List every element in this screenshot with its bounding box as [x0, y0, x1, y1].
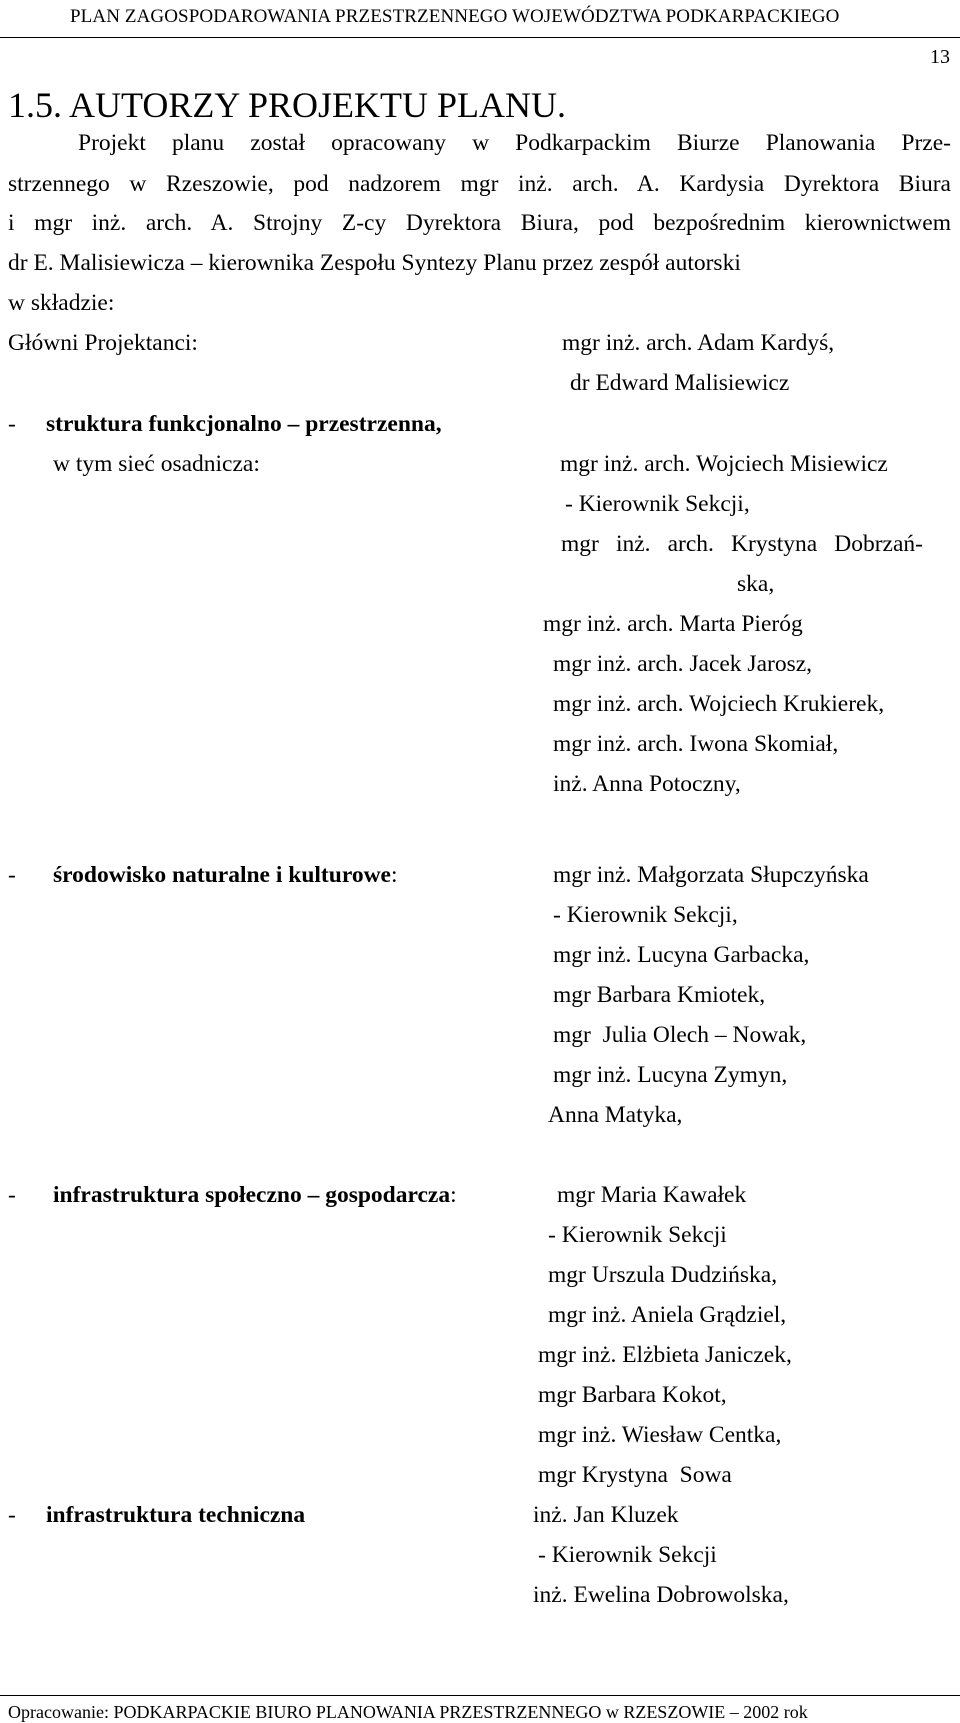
section-dash: -: [8, 1502, 16, 1528]
intro-line: w składzie:: [8, 290, 115, 316]
author-role: - Kierownik Sekcji: [548, 1222, 727, 1248]
footer-rule: [0, 1695, 960, 1696]
section-label-social: [53, 1184, 457, 1208]
intro-line: strzennego w Rzeszowie, pod nadzorem mgr inż. arch. A. Kardysia Dyrektora Biura: [8, 171, 951, 197]
header-rule: [0, 37, 960, 38]
intro-line: Projekt planu został opracowany w Podkarpackim Biurze Planowania Prze-: [78, 130, 951, 156]
section-label-environment: [53, 864, 398, 888]
main-designers-label: Główni Projektanci:: [8, 330, 198, 356]
section-dash: -: [8, 1182, 16, 1208]
author-name: ska,: [737, 571, 775, 597]
author-name: mgr inż. arch. Marta Pieróg: [543, 611, 803, 637]
running-header: PLAN ZAGOSPODAROWANIA PRZESTRZENNEGO WOJEWÓDZTWA PODKARPACKIEGO: [70, 6, 840, 27]
author-name: inż. Anna Potoczny,: [553, 771, 741, 797]
author-name: mgr inż. arch. Krystyna Dobrzań-: [561, 531, 923, 557]
section-label-text: infrastruktura społeczno – gospodarcza: [53, 1182, 451, 1208]
section-sublabel: w tym sieć osadnicza:: [53, 451, 260, 477]
author-name: mgr inż. arch. Jacek Jarosz,: [553, 651, 813, 677]
author-name: mgr Barbara Kmiotek,: [553, 982, 766, 1008]
author-name: mgr Urszula Dudzińska,: [548, 1262, 778, 1288]
author-role: - Kierownik Sekcji,: [565, 491, 750, 517]
author-name: mgr inż. arch. Iwona Skomiał,: [553, 731, 839, 757]
section-title: 1.5. AUTORZY PROJEKTU PLANU.: [8, 85, 567, 125]
section-label-colon: :: [450, 1182, 457, 1208]
author-name: mgr Julia Olech – Nowak,: [553, 1022, 807, 1048]
section-label-colon: :: [391, 862, 398, 888]
author-name: inż. Jan Kluzek: [533, 1502, 679, 1528]
page-footer: Opracowanie: PODKARPACKIE BIURO PLANOWANIA PRZESTRZENNEGO w RZESZOWIE – 2002 rok: [8, 1702, 808, 1722]
intro-line: i mgr inż. arch. A. Strojny Z-cy Dyrektora Biura, pod bezpośrednim kierownictwem: [8, 210, 951, 236]
author-name: mgr inż. Wiesław Centka,: [538, 1422, 782, 1448]
author-role: - Kierownik Sekcji,: [553, 902, 738, 928]
author-name: mgr Barbara Kokot,: [538, 1382, 727, 1408]
author-name: mgr inż. Małgorzata Słupczyńska: [553, 862, 869, 888]
author-name: mgr inż. Lucyna Garbacka,: [553, 942, 810, 968]
author-name: inż. Ewelina Dobrowolska,: [533, 1582, 789, 1608]
designer-name: dr Edward Malisiewicz: [570, 370, 790, 396]
section-dash: -: [8, 862, 16, 888]
section-label-technical: infrastruktura techniczna: [46, 1502, 306, 1528]
author-name: mgr inż. Aniela Grądziel,: [548, 1302, 787, 1328]
author-name: mgr inż. Lucyna Zymyn,: [553, 1062, 788, 1088]
section-label-text: środowisko naturalne i kulturowe: [53, 862, 391, 888]
section-dash: -: [8, 411, 16, 437]
author-name: Anna Matyka,: [548, 1102, 683, 1128]
author-name: mgr inż. arch. Wojciech Krukierek,: [553, 691, 885, 717]
author-name: mgr inż. arch. Wojciech Misiewicz: [560, 451, 888, 477]
section-label-structure: struktura funkcjonalno – przestrzenna,: [46, 411, 442, 437]
author-name: mgr Krystyna Sowa: [538, 1462, 732, 1488]
author-name: mgr Maria Kawałek: [557, 1182, 747, 1208]
author-name: mgr inż. Elżbieta Janiczek,: [538, 1342, 792, 1368]
designer-name: mgr inż. arch. Adam Kardyś,: [562, 330, 835, 356]
page-number: 13: [930, 46, 950, 68]
author-role: - Kierownik Sekcji: [538, 1542, 717, 1568]
intro-line: dr E. Malisiewicza – kierownika Zespołu Syntezy Planu przez zespół autorski: [8, 250, 741, 276]
